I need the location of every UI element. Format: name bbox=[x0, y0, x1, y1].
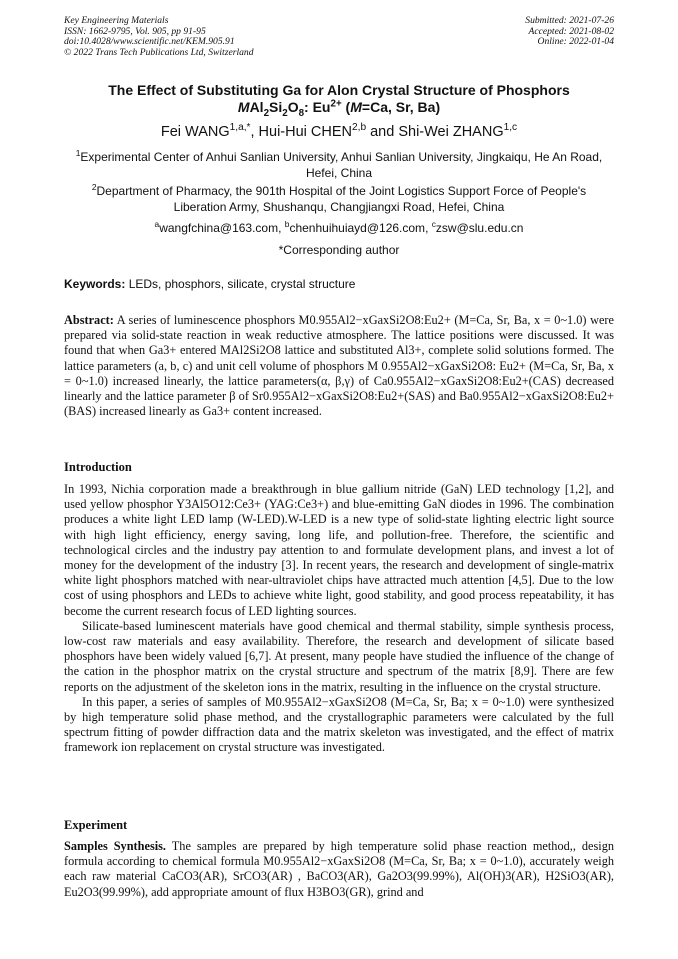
author-3: Shi-Wei ZHANG bbox=[398, 124, 504, 140]
author-1: Fei WANG bbox=[160, 124, 230, 140]
journal-doi: doi:10.4028/www.scientific.net/KEM.905.91 bbox=[64, 36, 235, 48]
author-emails: $^a$wangfchina@163.com, $^b$chenhuihuiayd@126.com, $^c$zsw@slu.edu.cn bbox=[154, 219, 524, 235]
affiliation-1: $^1$Experimental Center of Anhui Sanlian University, Anhui Sanlian University, Jingkaiqu, He An Road, Hefei, China bbox=[75, 148, 603, 180]
keywords-text: LEDs, phosphors, silicate, crystal structure bbox=[125, 277, 356, 291]
abstract bbox=[64, 313, 614, 419]
journal-issn: ISSN: 1662-9795, Vol. 905, pp 91-95 bbox=[64, 25, 206, 37]
keywords bbox=[64, 277, 614, 291]
email-a[interactable]: wangfchina@163.com bbox=[159, 221, 279, 235]
title-line-2: $MAl_2Si_2O_8$: $Eu^{2+}$ (M=Ca, Sr, Ba) bbox=[237, 98, 441, 119]
keywords-label: Keywords: bbox=[64, 277, 126, 291]
publication-dates bbox=[525, 16, 614, 48]
samples-synthesis-label: Samples Synthesis. bbox=[64, 839, 167, 853]
intro-paragraph: In this paper, a series of samples of M0.955Al2−xGaxSi2O8 (M=Ca, Sr, Ba; x = 0~1.0) were synthesized by high temperature solid phase method, and the crystallographic parameters were calculated by the full spectrum fitting of powder diffraction data and the matrix skeleton was investigated, and the effect of matrix framework ion replacement on crystal structure was investigated. bbox=[64, 694, 614, 755]
journal-copyright: © 2022 Trans Tech Publications Ltd, Switzerland bbox=[64, 46, 254, 58]
section-heading-introduction: Introduction bbox=[64, 460, 132, 474]
title-line-1: The Effect of Substituting Ga for Alon Crystal Structure of Phosphors bbox=[108, 82, 570, 98]
journal-name: Key Engineering Materials bbox=[64, 15, 169, 26]
experiment-body bbox=[64, 839, 614, 900]
affiliation-2: $^2$Department of Pharmacy, the 901th Hospital of the Joint Logistics Support Force of People's Liberation Army, Shushanqu, Changjiangxi Road, Hefei, China bbox=[91, 182, 587, 214]
abstract-text: A series of luminescence phosphors M0.955Al2−xGaxSi2O8:Eu2+ (M=Ca, Sr, Ba, x = 0~1.0) were prepared via solid-state reaction in weak reductive atmosphere. The lattice positions were discussed. It was found that when Ga3+ entered MAl2Si2O8 lattice and substituted Al3+, complete solid solutions formed. The lattice parameters (a, b, c) and unit cell volume of phosphors M 0.955Al2−xGaxSi2O8: Eu2+ (M=Ca, Sr, Ba, x = 0~1.0) increased linearly, the lattice parameters(α, β,γ) of Ca0.955Al2−xGaxSi2O8:Eu2+(CAS) decreased linearly and the lattice parameter β of Sr0.955Al2−xGaxSi2O8:Eu2+(SAS) and Ba0.955Al2−xGaxSi2O8:Eu2+(BAS) increased linearly as Ga3+ content increased. bbox=[64, 313, 614, 419]
introduction-body bbox=[64, 482, 614, 756]
corresponding-author-note: *Corresponding author bbox=[278, 243, 400, 257]
paper-title bbox=[40, 82, 638, 119]
date-online: Online: 2022-01-04 bbox=[537, 36, 614, 48]
date-submitted: Submitted: 2021-07-26 bbox=[525, 15, 614, 26]
author-2: Hui-Hui CHEN bbox=[258, 124, 352, 140]
author-list: Fei $WANG^{1,a,*}$, Hui-Hui CHEN$^{2,b}$ and Shi-Wei ZHANG$^{1,c}$ bbox=[160, 122, 518, 140]
author-3-affil: 1,c bbox=[503, 122, 518, 134]
intro-paragraph: Silicate-based luminescent materials have good chemical and thermal stability, simple synthesis process, low-cost raw materials and easy availability. Therefore, the research and development of silicate based phosphors have been widely valued [6,7]. At present, many people have studied the influence of the change of the cation in the phosphor matrix on the crystal structure and spectrum of the matrix [8,9]. There are few reports on the adjustment of the skeleton ions in the matrix, resulting in the influence on the crystal structure. bbox=[64, 618, 614, 694]
author-1-affil: 1,a,* bbox=[229, 122, 251, 134]
email-c[interactable]: zsw@slu.edu.cn bbox=[435, 221, 524, 235]
samples-synthesis-text: The samples are prepared by high temperature solid phase reaction method,, design formula according to chemical formula M0.955Al2−xGaxSi2O8 (M=Ca, Sr, Ba; x = 0~1.0), accurately weigh each raw material CaCO3(AR), SrCO3(AR) , BaCO3(AR), Ga2O3(99.99%), Al(OH)3(AR), H2SiO3(AR), Eu2O3(99.99%), add appropriate amount of flux H3BO3(GR), grind and bbox=[64, 839, 614, 899]
author-2-affil: 2,b bbox=[352, 122, 367, 134]
journal-info bbox=[64, 16, 254, 58]
email-b[interactable]: chenhuihuiayd@126.com bbox=[289, 221, 426, 235]
intro-paragraph: In 1993, Nichia corporation made a breakthrough in blue gallium nitride (GaN) LED technology [1,2], and used yellow phosphor Y3Al5O12:Ce3+ (YAG:Ce3+) and blue-emitting GaN diodes in 1996. The combination produces a white light LED lamp (W-LED).W-LED is a new type of solid-state lighting electric light source with high light efficiency, energy saving, long life, and pollution-free. Therefore, the scientific and technological circles and the industry pay attention to and formulate development plans, and invest a lot of money for the development of the industry [3]. In recent years, the research and development of single-matrix white light phosphors matched with near-ultraviolet chips have attracted much attention [4,5]. Due to the low cost of using phosphors and LEDs to achieve white light, good stability, and good process repeatability, it has become the current research focus of LED lighting sources. bbox=[64, 482, 614, 618]
abstract-label: Abstract: bbox=[64, 313, 114, 327]
section-heading-experiment: Experiment bbox=[64, 818, 128, 832]
date-accepted: Accepted: 2021-08-02 bbox=[528, 25, 614, 37]
